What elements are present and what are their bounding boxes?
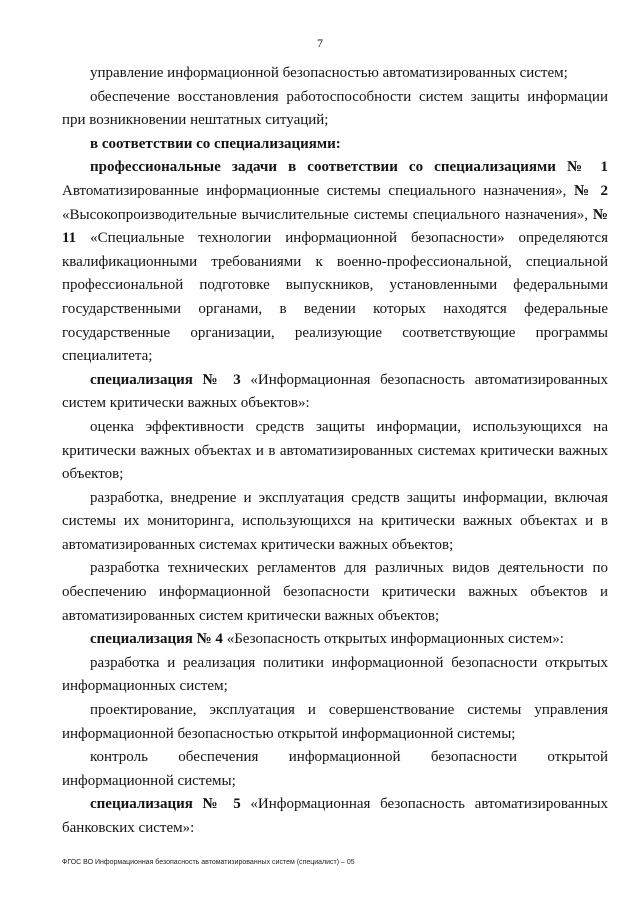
page-number: 7 — [317, 36, 323, 50]
paragraph — [62, 416, 608, 487]
paragraph — [62, 62, 608, 86]
paragraph — [62, 86, 608, 133]
text-run: проектирование, эксплуатация и совершенствование системы управления информационной безопасностью открытой информационной системы; — [62, 702, 608, 742]
document-body — [62, 62, 608, 841]
text-run: Автоматизированные информационные системы специального назначения», — [62, 182, 575, 199]
text-run: управление информационной безопасностью автоматизированных систем; — [90, 65, 568, 81]
bold-text-run: № 2 — [574, 182, 608, 199]
paragraph — [62, 699, 608, 746]
text-run: разработка и реализация политики информационной безопасности открытых информационных систем; — [62, 654, 608, 695]
paragraph — [62, 628, 608, 652]
text-run: разработка, внедрение и эксплуатация средств защиты информации, включая системы их мониторинга, использующихся на критически важных объектах и в автоматизированных системах критически важных объектов; — [62, 489, 608, 553]
bold-text-run: № 11 — [62, 206, 608, 247]
paragraph — [62, 487, 608, 558]
text-run: «Безопасность открытых информационных систем»: — [222, 631, 564, 648]
text-run: «Высокопроизводительные вычислительные системы специального назначения», — [62, 206, 593, 223]
paragraph — [62, 746, 608, 793]
paragraph — [62, 557, 608, 628]
text-run: «Информационная безопасность автоматизированных систем критически важных объектов»: — [62, 371, 608, 412]
text-run: разработка технических регламентов для различных видов деятельности по обеспечению информационной безопасности критически важных объектов и автоматизированных систем критически важных объектов; — [62, 560, 608, 624]
text-run: «Специальные технологии информационной безопасности» определяются квалификационными требованиями к военно-профессиональной, специальной профессиональной подготовке выпускников, установленными федеральными государственными органами, в ведении которых находятся федеральные государственные организации, реализующие соответствующие программы специалитета; — [62, 230, 608, 365]
paragraph — [62, 133, 608, 157]
bold-text-run: профессиональные задачи в соответствии со специализациями № 1 — [90, 159, 608, 176]
text-run: «Информационная безопасность автоматизированных банковских систем»: — [62, 796, 608, 836]
bold-text-run: специализация № 3 — [90, 371, 241, 388]
paragraph — [62, 793, 608, 840]
bold-text-run: специализация № 5 — [90, 796, 241, 813]
paragraph — [62, 156, 608, 368]
text-run: оценка эффективности средств защиты информации, использующихся на критически важных объектах и в автоматизированных системах критически важных объектов; — [62, 418, 608, 483]
text-run: контроль обеспечения информационной безопасности открытой информационной системы; — [62, 749, 608, 789]
paragraph — [62, 652, 608, 699]
document-footer: ФГОС ВО Информационная безопасность автоматизированных систем (специалист) – 05 — [62, 859, 355, 866]
bold-text-run: специализация № 4 — [90, 631, 223, 648]
bold-text-run: в соответствии со специализациями: — [90, 135, 341, 152]
paragraph — [62, 369, 608, 416]
text-run: обеспечение восстановления работоспособности систем защиты информации при возникновении нештатных ситуаций; — [62, 88, 608, 129]
